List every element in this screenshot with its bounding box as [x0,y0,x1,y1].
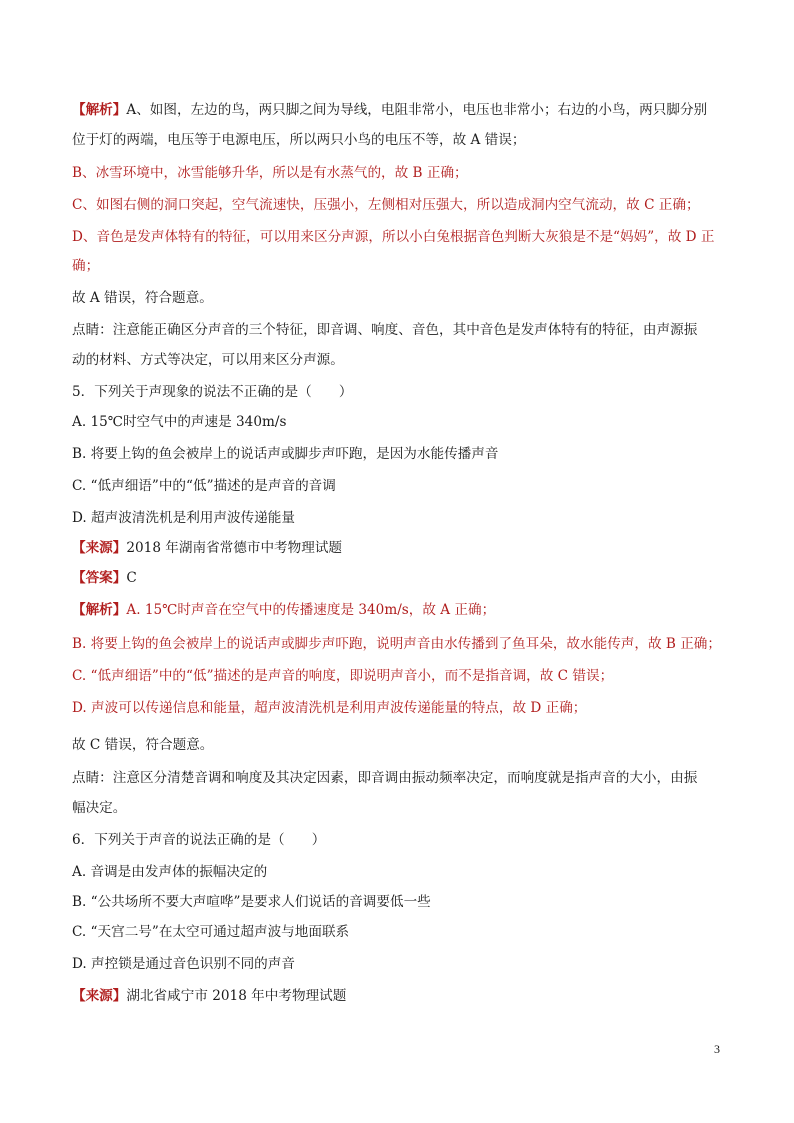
question-option: D. 声控锁是通过音色识别不同的声音 [72,956,295,972]
note-line: 点睛：注意区分清楚音调和响度及其决定因素，即音调由振动频率决定，而响度就是指声音的大小，由振 [72,770,698,786]
note-line: 动的材料、方式等决定，可以用来区分声源。 [72,352,344,368]
question-option: A. 15℃时空气中的声速是 340m/s [72,414,287,430]
analysis-text: A. 15℃时声音在空气中的传播速度是 340m/s，故 A 正确； [126,602,496,618]
question-option: C. “天宫二号”在太空可通过超声波与地面联系 [72,924,350,940]
question-option: A. 音调是由发声体的振幅决定的 [72,864,268,880]
source-tag: 【来源】 [72,988,127,1004]
note-line: 点睛：注意能正确区分声音的三个特征，即音调、响度、音色，其中音色是发声体特有的特征，由声源振 [72,322,698,338]
analysis-line [72,600,732,620]
conclusion-line: 故 C 错误，符合题意。 [72,737,214,753]
source-tag: 【来源】 [72,540,127,556]
analysis-tag: 【解析】 [72,102,127,118]
source-line [72,986,732,1006]
answer-text: C [126,570,137,586]
question-option: C. “低声细语”中的“低”描述的是声音的音调 [72,478,336,494]
question-stem: 5．下列关于声现象的说法不正确的是（ ） [72,384,353,400]
analysis-line: D. 声波可以传递信息和能量，超声波清洗机是利用声波传递能量的特点，故 D 正确； [72,700,587,716]
analysis-tag: 【解析】 [72,602,127,618]
page-number: 3 [714,1042,720,1056]
question-option: D. 超声波清洗机是利用声波传递能量 [72,510,295,526]
analysis-line: B、冰雪环境中，冰雪能够升华，所以是有水蒸气的，故 B 正确； [72,165,468,181]
analysis-line: C、如图右侧的洞口突起，空气流速快，压强小，左侧相对压强大，所以造成洞内空气流动，故 C 正确； [72,197,700,213]
question-option: B. 将要上钩的鱼会被岸上的说话声或脚步声吓跑，是因为水能传播声音 [72,446,499,462]
analysis-line: D、音色是发声体特有的特征，可以用来区分声源，所以小白兔根据音色判断大灰狼是不是“妈妈”，故 D 正 [72,229,715,245]
conclusion-line: 故 A 错误，符合题意。 [72,290,213,306]
source-line [72,538,732,558]
analysis-line: B. 将要上钩的鱼会被岸上的说话声或脚步声吓跑，说明声音由水传播到了鱼耳朵，故水能传声，故 B 正确； [72,636,721,652]
source-text: 湖北省咸宁市 2018 年中考物理试题 [126,988,347,1004]
answer-line [72,568,732,588]
note-line: 幅决定。 [72,800,127,816]
analysis-line [72,100,732,120]
answer-tag: 【答案】 [72,570,127,586]
question-stem: 6．下列关于声音的说法正确的是（ ） [72,832,326,848]
source-text: 2018 年湖南省常德市中考物理试题 [126,540,343,556]
question-option: B. “公共场所不要大声喧哗”是要求人们说话的音调要低一些 [72,894,431,910]
analysis-line: 确； [72,258,100,274]
analysis-line: C. “低声细语”中的“低”描述的是声音的响度，即说明声音小，而不是指音调，故 C 错误； [72,668,614,684]
analysis-line: 位于灯的两端，电压等于电源电压，所以两只小鸟的电压不等，故 A 错误； [72,132,526,148]
analysis-text: A、如图，左边的鸟，两只脚之间为导线，电阻非常小，电压也非常小；右边的小鸟，两只脚分别 [126,102,708,118]
